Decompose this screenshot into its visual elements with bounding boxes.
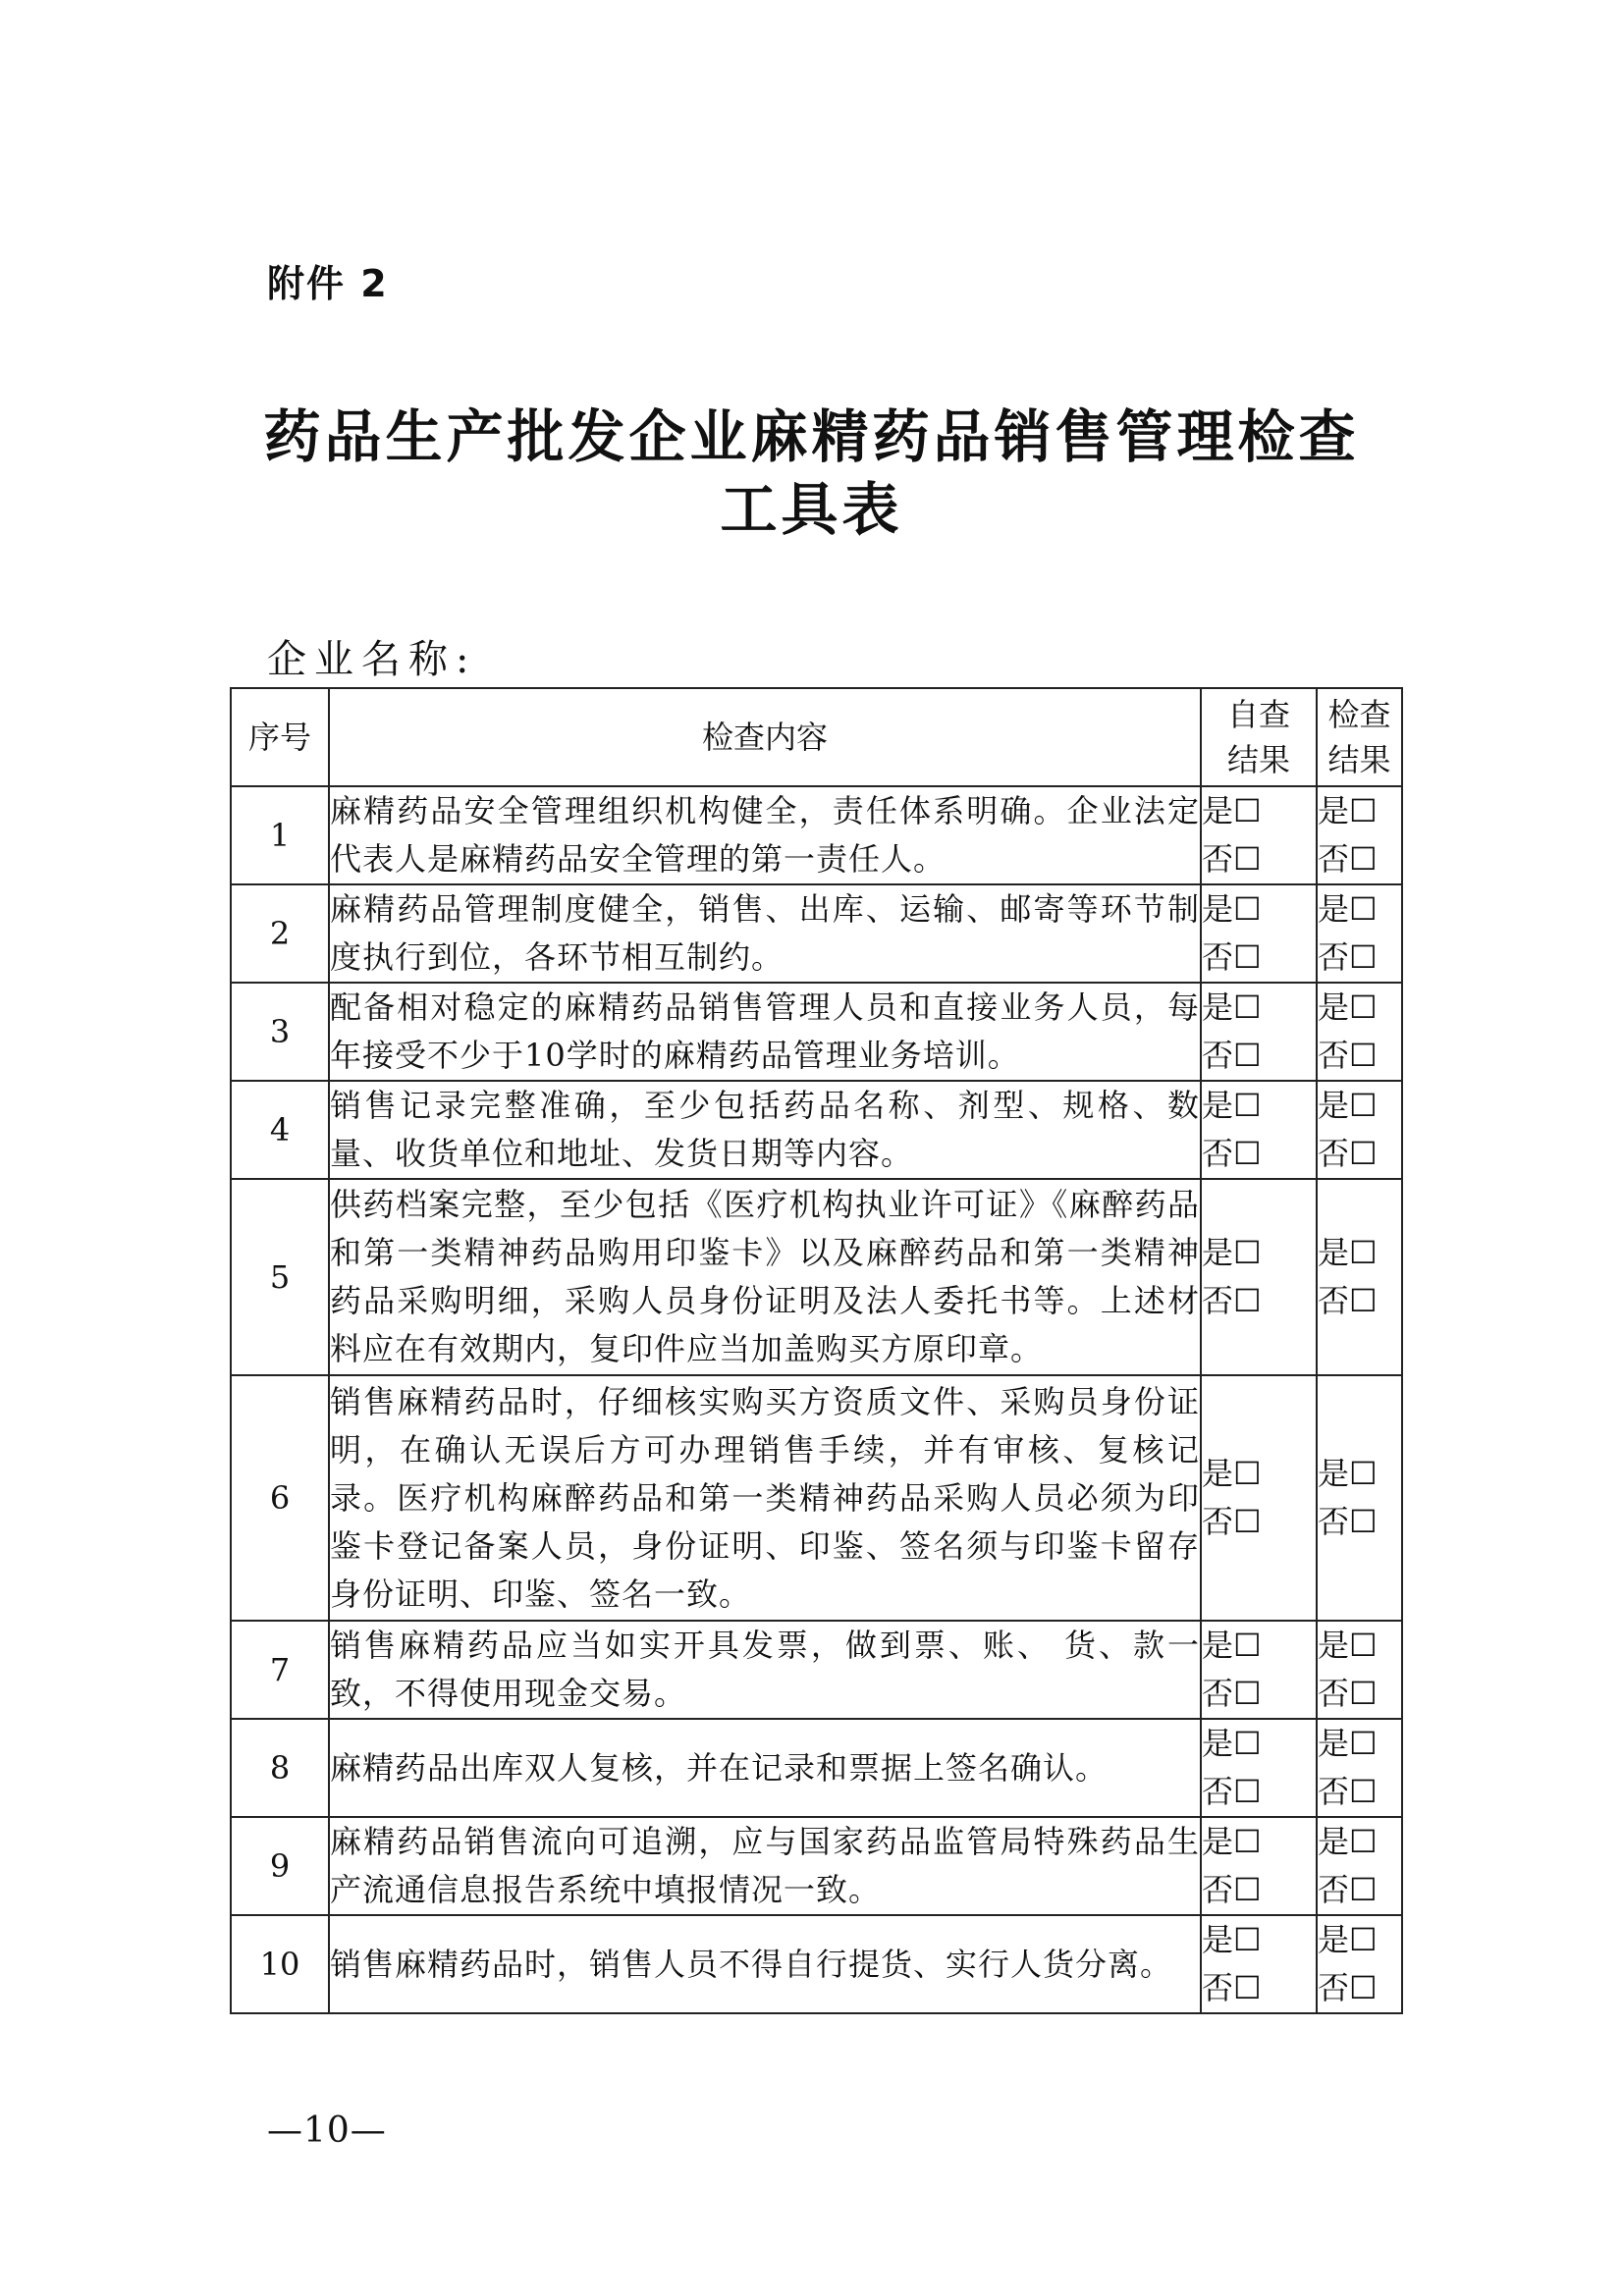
page-number: —10— (267, 2110, 387, 2151)
inspection-yes-checkbox[interactable]: 是☐ (1318, 890, 1378, 928)
self-check-yes-checkbox[interactable]: 是☐ (1202, 1725, 1262, 1762)
inspection-no-checkbox[interactable]: 否☐ (1318, 1969, 1378, 2006)
inspection-yes-checkbox[interactable]: 是☐ (1318, 1823, 1378, 1860)
document-title-line1: 药品生产批发企业麻精药品销售管理检查 (263, 403, 1360, 470)
self-check-yes-checkbox[interactable]: 是☐ (1202, 1087, 1262, 1124)
inspection-no-checkbox[interactable]: 否☐ (1318, 1675, 1378, 1712)
header-no: 序号 (231, 688, 329, 786)
inspection-yes-checkbox[interactable]: 是☐ (1318, 988, 1378, 1026)
inspection-no-checkbox[interactable]: 否☐ (1318, 938, 1378, 976)
self-check-no-checkbox[interactable]: 否☐ (1202, 938, 1262, 976)
self-check-no-checkbox[interactable]: 否☐ (1202, 1503, 1262, 1540)
row-inspection-result (1317, 1621, 1402, 1719)
row-self-check-result (1201, 1179, 1317, 1375)
table-row (231, 983, 1402, 1081)
row-number: 5 (231, 1179, 329, 1375)
row-number: 9 (231, 1817, 329, 1915)
table-row (231, 884, 1402, 983)
row-inspection-result (1317, 1179, 1402, 1375)
self-check-no-checkbox[interactable]: 否☐ (1202, 1773, 1262, 1810)
header-content: 检查内容 (329, 688, 1201, 786)
row-inspection-result (1317, 1915, 1402, 2013)
header-inspection (1317, 688, 1402, 786)
row-check-content: 销售麻精药品应当如实开具发票，做到票、账、 货、款一致，不得使用现金交易。 (329, 1621, 1201, 1719)
inspection-no-checkbox[interactable]: 否☐ (1318, 1037, 1378, 1074)
inspection-no-checkbox[interactable]: 否☐ (1318, 1871, 1378, 1908)
inspection-no-checkbox[interactable]: 否☐ (1318, 840, 1378, 878)
row-check-content: 销售麻精药品时，仔细核实购买方资质文件、采购员身份证明，在确认无误后方可办理销售手续，并有审核、复核记录。医疗机构麻醉药品和第一类精神药品采购人员必须为印鉴卡登记备案人员，身份证明、印鉴、签名须与印鉴卡留存身份证明、印鉴、签名一致。 (329, 1375, 1201, 1621)
row-self-check-result (1201, 1621, 1317, 1719)
self-check-no-checkbox[interactable]: 否☐ (1202, 1135, 1262, 1172)
self-check-yes-checkbox[interactable]: 是☐ (1202, 1921, 1262, 1958)
table-row (231, 1719, 1402, 1817)
row-inspection-result (1317, 1081, 1402, 1179)
self-check-yes-checkbox[interactable]: 是☐ (1202, 1234, 1262, 1271)
inspection-yes-checkbox[interactable]: 是☐ (1318, 1725, 1378, 1762)
row-check-content: 供药档案完整，至少包括《医疗机构执业许可证》《麻醉药品和第一类精神药品购用印鉴卡》以及麻醉药品和第一类精神药品采购明细，采购人员身份证明及法人委托书等。上述材料应在有效期内，复印件应当加盖购买方原印章。 (329, 1179, 1201, 1375)
row-self-check-result (1201, 1817, 1317, 1915)
row-self-check-result (1201, 1915, 1317, 2013)
checklist-table (230, 687, 1403, 2014)
inspection-no-checkbox[interactable]: 否☐ (1318, 1773, 1378, 1810)
company-name-label: 企业名称: (267, 637, 477, 682)
row-self-check-result (1201, 983, 1317, 1081)
document-title-line2: 工具表 (720, 476, 903, 543)
self-check-yes-checkbox[interactable]: 是☐ (1202, 792, 1262, 829)
self-check-yes-checkbox[interactable]: 是☐ (1202, 1627, 1262, 1664)
row-self-check-result (1201, 1375, 1317, 1621)
self-check-yes-checkbox[interactable]: 是☐ (1202, 890, 1262, 928)
row-check-content: 麻精药品安全管理组织机构健全，责任体系明确。企业法定代表人是麻精药品安全管理的第一责任人。 (329, 786, 1201, 884)
table-row (231, 1915, 1402, 2013)
table-row (231, 1179, 1402, 1375)
row-inspection-result (1317, 1817, 1402, 1915)
inspection-yes-checkbox[interactable]: 是☐ (1318, 1087, 1378, 1124)
row-check-content: 麻精药品销售流向可追溯，应与国家药品监管局特殊药品生产流通信息报告系统中填报情况一致。 (329, 1817, 1201, 1915)
inspection-no-checkbox[interactable]: 否☐ (1318, 1282, 1378, 1319)
row-inspection-result (1317, 1719, 1402, 1817)
row-number: 8 (231, 1719, 329, 1817)
self-check-yes-checkbox[interactable]: 是☐ (1202, 988, 1262, 1026)
row-number: 6 (231, 1375, 329, 1621)
row-number: 7 (231, 1621, 329, 1719)
self-check-no-checkbox[interactable]: 否☐ (1202, 840, 1262, 878)
row-check-content: 销售记录完整准确，至少包括药品名称、剂型、规格、数量、收货单位和地址、发货日期等内容。 (329, 1081, 1201, 1179)
table-row (231, 1817, 1402, 1915)
table-row (231, 1621, 1402, 1719)
row-self-check-result (1201, 1719, 1317, 1817)
row-inspection-result (1317, 1375, 1402, 1621)
table-row (231, 1081, 1402, 1179)
row-self-check-result (1201, 1081, 1317, 1179)
row-number: 2 (231, 884, 329, 983)
row-check-content: 麻精药品管理制度健全，销售、出库、运输、邮寄等环节制度执行到位，各环节相互制约。 (329, 884, 1201, 983)
row-number: 3 (231, 983, 329, 1081)
row-inspection-result (1317, 884, 1402, 983)
row-check-content: 麻精药品出库双人复核，并在记录和票据上签名确认。 (329, 1719, 1201, 1817)
inspection-yes-checkbox[interactable]: 是☐ (1318, 1921, 1378, 1958)
table-header-row (231, 688, 1402, 786)
self-check-no-checkbox[interactable]: 否☐ (1202, 1969, 1262, 2006)
self-check-no-checkbox[interactable]: 否☐ (1202, 1037, 1262, 1074)
self-check-yes-checkbox[interactable]: 是☐ (1202, 1455, 1262, 1492)
header-inspection-text: 检查结果 (1327, 696, 1391, 778)
row-inspection-result (1317, 983, 1402, 1081)
inspection-no-checkbox[interactable]: 否☐ (1318, 1135, 1378, 1172)
self-check-no-checkbox[interactable]: 否☐ (1202, 1675, 1262, 1712)
row-number: 10 (231, 1915, 329, 2013)
row-number: 4 (231, 1081, 329, 1179)
self-check-yes-checkbox[interactable]: 是☐ (1202, 1823, 1262, 1860)
row-self-check-result (1201, 786, 1317, 884)
row-inspection-result (1317, 786, 1402, 884)
inspection-yes-checkbox[interactable]: 是☐ (1318, 792, 1378, 829)
row-self-check-result (1201, 884, 1317, 983)
row-check-content: 销售麻精药品时，销售人员不得自行提货、实行人货分离。 (329, 1915, 1201, 2013)
row-number: 1 (231, 786, 329, 884)
header-self-check-text: 自查结果 (1226, 696, 1290, 778)
inspection-yes-checkbox[interactable]: 是☐ (1318, 1455, 1378, 1492)
inspection-yes-checkbox[interactable]: 是☐ (1318, 1234, 1378, 1271)
table-row (231, 786, 1402, 884)
row-check-content: 配备相对稳定的麻精药品销售管理人员和直接业务人员，每年接受不少于10学时的麻精药品管理业务培训。 (329, 983, 1201, 1081)
inspection-no-checkbox[interactable]: 否☐ (1318, 1503, 1378, 1540)
self-check-no-checkbox[interactable]: 否☐ (1202, 1282, 1262, 1319)
attachment-label: 附件 2 (267, 262, 389, 305)
self-check-no-checkbox[interactable]: 否☐ (1202, 1871, 1262, 1908)
table-row (231, 1375, 1402, 1621)
header-self-check (1201, 688, 1317, 786)
inspection-yes-checkbox[interactable]: 是☐ (1318, 1627, 1378, 1664)
